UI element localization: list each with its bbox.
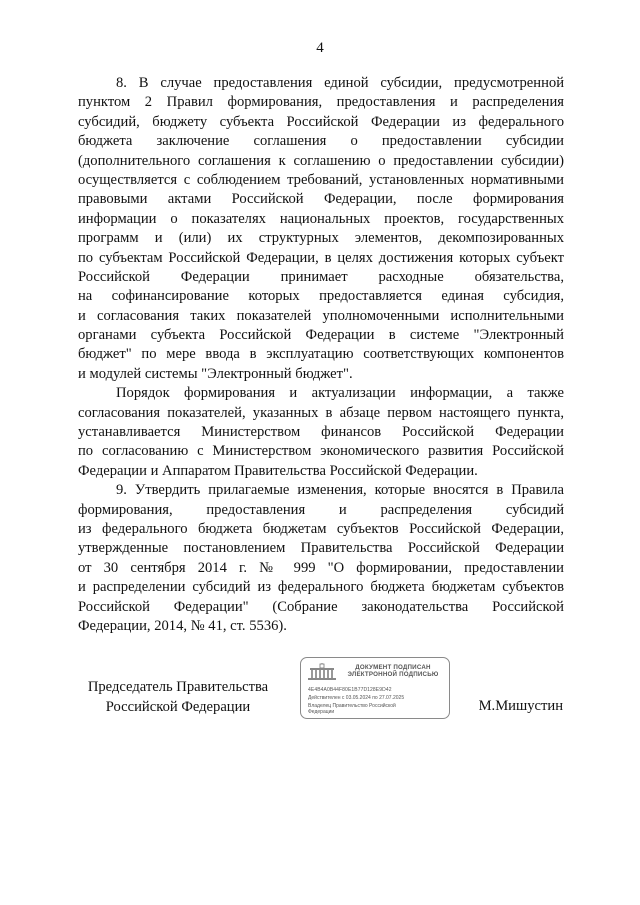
government-building-icon [307,663,337,681]
stamp-title-line1: ДОКУМЕНТ ПОДПИСАН [355,664,431,671]
text-line: осуществляется с соблюдением требований, установленных нормативными [78,171,564,188]
text-line: информации о показателях национальных проектов, государственных [78,210,564,227]
certificate-owner [308,703,443,716]
document-body [78,74,564,636]
text-line: и модулей системы "Электронный бюджет". [78,365,353,382]
text-line: из федерального бюджета бюджетам субъектов Российской Федерации, [78,520,564,537]
text-line: формирования, предоставления и распределения субсидий [78,501,564,518]
text-line: правовыми актами Российской Федерации, после формирования [78,191,564,208]
stamp-title [339,664,447,679]
paragraph [78,74,564,384]
text-line: (дополнительного соглашения к соглашению о предоставлении субсидии) [78,152,564,169]
text-line: по согласованию с Министерством экономического развития Российской [78,443,564,460]
text-line: бюджет" по мере ввода в эксплуатацию соответствующих компонентов [78,346,564,363]
text-line: по субъектам Российской Федерации, в целях достижения которых субъект [78,249,564,266]
certificate-serial: 4E4B4A0B44F80E1B77D128E9D42 [308,687,392,693]
text-line: 8. В случае предоставления единой субсидии, предусмотренной [116,75,564,91]
certificate-owner-line2: Федерации [308,709,335,716]
text-line: утвержденные постановлением Правительства Российской Федерации [78,540,564,557]
text-line: бюджета заключение соглашения о предоставлении субсидии [78,133,564,150]
signatory-title-line2: Российской Федерации [105,698,251,715]
paragraph [78,481,564,636]
text-line: согласования показателей, указанных в абзаце первом настоящего пункта, [78,404,564,421]
text-line: и согласования таких показателей уполномоченными исполнительными [78,307,564,324]
text-line: Российской Федерации" (Собрание законодательства Российской [78,598,564,615]
text-line: от 30 сентября 2014 г. № 999 "О формировании, предоставлении [78,559,564,576]
certificate-owner-line1: Владелец Правительство Российской [308,703,396,709]
certificate-validity: Действителен с 03.05.2024 по 27.07.2025 [308,695,405,701]
signatory-title-line1: Председатель Правительства [87,679,269,695]
signer-name: М.Мишустин [478,698,563,714]
text-line: Порядок формирования и актуализации информации, а также [116,385,564,402]
text-line: Федерации, 2014, № 41, ст. 5536). [78,617,287,634]
text-line: устанавливается Министерством финансов Российской Федерации [78,424,564,441]
stamp-title-line2: ЭЛЕКТРОННОЙ ПОДПИСЬЮ [347,671,439,679]
text-line: субсидий, бюджету субъекта Российской Федерации из федерального [78,113,564,130]
electronic-signature-stamp [300,657,450,719]
text-line: органами субъекта Российской Федерации в системе "Электронный [78,327,564,344]
text-line: Федерации и Аппаратом Правительства Российской Федерации. [78,462,478,479]
text-line: программ и (или) их структурных элементов, декомпозированных [78,230,564,247]
text-line: и распределении субсидий из федерального бюджета бюджетам субъектов [78,579,564,596]
text-line: на софинансирование которых предоставляется единая субсидия, [78,288,564,305]
text-line: 9. Утвердить прилагаемые изменения, которые вносятся в Правила [116,482,564,499]
text-line: пунктом 2 Правил формирования, предоставления и распределения [78,94,564,111]
text-line: Российской Федерации принимает расходные обязательства, [78,268,564,285]
page-number: 4 [316,40,324,56]
paragraph [78,384,564,481]
signatory-title [78,678,278,717]
